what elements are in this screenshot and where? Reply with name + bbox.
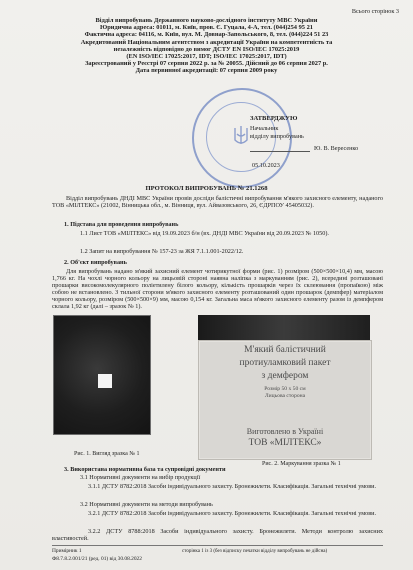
label-line-4: Розмір 50 х 50 см [264,386,306,392]
section-3-2: 3.2 Нормативні документи на методи випробувань [80,501,213,508]
header-line: Юридична адреса: 01011, м. Київ, пров. Є. Гуцала, 4-А, тел. (044)254 95 21 [100,24,313,32]
approval-date: 05.10.2023 [252,162,280,169]
marking-label-photo [198,340,372,460]
trident-icon [232,124,250,148]
section-2-text: Для випробувань надано м'який захисний елемент чотирикутної форми (рис. 1) розміром (500×500×10,4) мм, масою 1,766 кг. На чохлі чорного кольору на лицьовій стороні наявна наліпка з маркуванням (рис. 2), всередині розташовані прошарки високомолекулярного поліетилену білого кольору, кількість прошарків через їх склеювання (пропаїкою) між собою не встановлено. З тильної сторони м'якого захисного елементу розташований один прошарок (демпфер) матеріалом чорного кольору, розміром (500×500×9) мм, масою 0,154 кг. Загальна маса м'якого захисного елементу разом із демпфером склала 1,92 кг (далі – зразок № 1). [52,268,383,310]
section-3-1: 3.1 Нормативні документи на вибір продукції [80,474,201,481]
header-line: незалежність відповідно до вимог ДСТУ EN ISO/IEC 17025:2019 [113,45,300,53]
protocol-title: ПРОТОКОЛ ВИПРОБУВАНЬ № 21.1268 [145,185,268,192]
section-1-item-1: 1.1 Лист ТОВ «МІЛТЕКС» від 19.09.2023 б/н (вх. ДНДІ МВС України від 20.09.2023 № 1050). [80,230,329,237]
approval-signer: Ю. В. Вересенко [314,145,359,152]
marking-photo-top [198,315,370,340]
section-1-title: 1. Підстава для проведення випробувань [64,221,179,228]
footer-page-note: сторінка 1 із 3 (без відписку печатки відділу випробувань не дійсна) [182,549,328,554]
signature-line [250,151,310,152]
section-3-1-1: 3.1.1 ДСТУ 8782:2018 Засоби індивідуального захисту. Бронежилети. Класифікація. Загальні технічні умови. [88,483,377,490]
label-line-2: протиуламковий пакет [239,358,331,368]
section-2-title: 2. Об'єкт випробувань [64,259,127,266]
sample-photo [53,315,151,435]
label-line-3: з демфером [261,371,309,381]
header-line: Фактична адреса: 04116, м. Київ, вул. М. Довнар-Запольського, 8, тел. (044)224 51 23 [84,31,329,39]
institute-header [20,17,393,75]
header-line: (EN ISO/IEC 17025:2017, IDT; ISO/IEC 17025:2017, IDT) [126,53,287,61]
label-line-7: ТОВ «МІЛТЕКС» [248,438,322,448]
footer-copy: Примірник 1 [52,548,82,554]
label-line-5: Лицьова сторона [264,393,306,399]
approval-title: ЗАТВЕРДЖУЮ [250,115,298,122]
section-1-item-2: 1.2 Запит на випробування № 157-23 за ЖЯ 7.1.1.001-2022/12. [80,248,244,255]
label-line-1: М'який балістичний [244,345,326,355]
section-3-2-2: 3.2.2 ДСТУ 8788:2018 Засоби індивідуального захисту. Бронежилети. Методи контролю захисних властивостей. [52,528,383,542]
approval-role-dept: відділу випробувань [250,133,304,140]
header-line: Акредитований Національним агентством з акредитації України на компетентність та [80,38,333,46]
page-count: Всього сторінок 3 [351,8,399,15]
section-3-title: 3. Використана нормативна база та супровідні документи [64,466,226,473]
label-line-6: Виготовлено в Україні [246,427,324,436]
intro-paragraph: Відділ випробувань ДНДІ МВС України провів досліди балістичні випробування м'якого захисного елементу, наданого ТОВ «МІЛТЕКС» (21002, Вінницька обл., м. Вінниця, вул. Айвазовського, 26, ЄДРПОУ 45405032). [52,195,383,209]
header-line: Відділ випробувань Державного науково-дослідного інституту МВС України [95,17,318,24]
footer-divider [52,545,383,546]
header-line: Зареєстрований у Реєстрі 07 серпня 2022 р. за № 20055. Дійсний до 06 серпня 2027 р. [85,60,328,68]
header-line: Дата первинної акредитації: 07 серпня 2009 року [135,67,278,75]
footer-form-code: Ф8.7.8.2.001/21 (ред. 01) від 30.08.2022 [52,556,142,562]
figure-1-caption: Рис. 1. Вигляд зразка № 1 [74,451,140,457]
section-3-2-1: 3.2.1 ДСТУ 8782:2018 Засоби індивідуального захисту. Бронежилети. Класифікація. Загальні технічні умови. [88,510,377,517]
figure-2-caption: Рис. 2. Маркування зразка № 1 [262,461,341,467]
approval-role: Начальник [250,125,279,132]
